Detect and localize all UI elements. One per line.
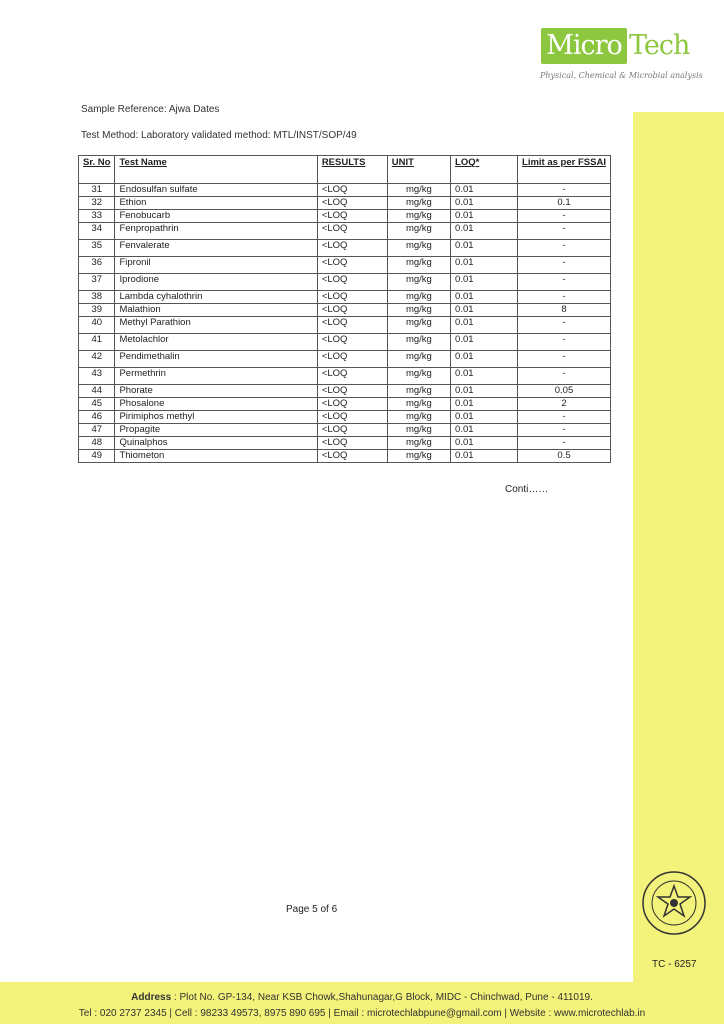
cell-limit: 0.1: [518, 197, 611, 210]
cell-unit: mg/kg: [387, 240, 450, 257]
footer-address: [0, 992, 724, 1003]
cell-result: <LOQ: [317, 274, 387, 291]
cell-test-name: Pirimiphos methyl: [115, 411, 317, 424]
table-row: [79, 291, 611, 304]
cell-test-name: Propagite: [115, 424, 317, 437]
cell-loq: 0.01: [451, 184, 518, 197]
cell-result: <LOQ: [317, 291, 387, 304]
cell-test-name: Methyl Parathion: [115, 317, 317, 334]
cell-loq: 0.01: [451, 197, 518, 210]
cell-loq: 0.01: [451, 398, 518, 411]
cell-unit: mg/kg: [387, 304, 450, 317]
table-row: [79, 385, 611, 398]
cell-loq: 0.01: [451, 240, 518, 257]
cell-unit: mg/kg: [387, 450, 450, 463]
right-yellow-band: [633, 112, 724, 982]
cell-limit: -: [518, 210, 611, 223]
cell-result: <LOQ: [317, 317, 387, 334]
table-row: [79, 368, 611, 385]
cell-test-name: Endosulfan sulfate: [115, 184, 317, 197]
cell-unit: mg/kg: [387, 351, 450, 368]
cell-unit: mg/kg: [387, 197, 450, 210]
header-test-name: Test Name: [115, 156, 317, 184]
cell-sr-no: 49: [79, 450, 115, 463]
cell-loq: 0.01: [451, 210, 518, 223]
cell-unit: mg/kg: [387, 210, 450, 223]
cell-result: <LOQ: [317, 385, 387, 398]
cell-unit: mg/kg: [387, 424, 450, 437]
table-row: [79, 437, 611, 450]
cell-result: <LOQ: [317, 450, 387, 463]
cell-test-name: Metolachlor: [115, 334, 317, 351]
table-row: [79, 450, 611, 463]
cell-result: <LOQ: [317, 351, 387, 368]
accreditation-seal-icon: [641, 870, 707, 936]
cell-sr-no: 48: [79, 437, 115, 450]
cell-sr-no: 32: [79, 197, 115, 210]
cell-test-name: Iprodione: [115, 274, 317, 291]
cell-unit: mg/kg: [387, 257, 450, 274]
table-row: [79, 304, 611, 317]
cell-test-name: Ethion: [115, 197, 317, 210]
cell-sr-no: 46: [79, 411, 115, 424]
table-row: [79, 351, 611, 368]
cell-test-name: Thiometon: [115, 450, 317, 463]
table-row: [79, 223, 611, 240]
header-results: RESULTS: [317, 156, 387, 184]
results-table: [78, 155, 611, 463]
cell-limit: -: [518, 274, 611, 291]
cell-test-name: Lambda cyhalothrin: [115, 291, 317, 304]
cell-sr-no: 44: [79, 385, 115, 398]
cell-sr-no: 33: [79, 210, 115, 223]
cell-loq: 0.01: [451, 450, 518, 463]
table-row: [79, 411, 611, 424]
cell-limit: 0.5: [518, 450, 611, 463]
cell-result: <LOQ: [317, 424, 387, 437]
cell-limit: 0.05: [518, 385, 611, 398]
logo-text-micro: Micro: [546, 30, 622, 61]
cell-result: <LOQ: [317, 210, 387, 223]
cell-limit: -: [518, 184, 611, 197]
cell-sr-no: 40: [79, 317, 115, 334]
cell-loq: 0.01: [451, 411, 518, 424]
cell-limit: -: [518, 437, 611, 450]
cell-unit: mg/kg: [387, 274, 450, 291]
table-row: [79, 197, 611, 210]
cell-unit: mg/kg: [387, 437, 450, 450]
cell-unit: mg/kg: [387, 291, 450, 304]
cell-loq: 0.01: [451, 385, 518, 398]
cell-unit: mg/kg: [387, 334, 450, 351]
cell-limit: -: [518, 411, 611, 424]
cell-sr-no: 45: [79, 398, 115, 411]
test-method: Test Method: Laboratory validated method: MTL/INST/SOP/49: [81, 130, 357, 141]
cell-test-name: Fenvalerate: [115, 240, 317, 257]
table-header-row: [79, 156, 611, 184]
table-row: [79, 210, 611, 223]
cell-limit: -: [518, 368, 611, 385]
cell-result: <LOQ: [317, 398, 387, 411]
cell-result: <LOQ: [317, 184, 387, 197]
cell-sr-no: 36: [79, 257, 115, 274]
cell-test-name: Pendimethalin: [115, 351, 317, 368]
cell-test-name: Phorate: [115, 385, 317, 398]
cell-test-name: Fenpropathrin: [115, 223, 317, 240]
continued-note: Conti……: [505, 484, 549, 495]
microtech-logo: [541, 28, 699, 66]
sample-reference: Sample Reference: Ajwa Dates: [81, 104, 220, 115]
cell-limit: -: [518, 223, 611, 240]
cell-result: <LOQ: [317, 411, 387, 424]
header-limit-fssai: Limit as per FSSAI: [518, 156, 611, 184]
cell-unit: mg/kg: [387, 385, 450, 398]
cell-result: <LOQ: [317, 437, 387, 450]
cell-loq: 0.01: [451, 304, 518, 317]
cell-sr-no: 31: [79, 184, 115, 197]
cell-loq: 0.01: [451, 257, 518, 274]
cell-loq: 0.01: [451, 351, 518, 368]
cell-sr-no: 37: [79, 274, 115, 291]
cell-loq: 0.01: [451, 334, 518, 351]
table-row: [79, 274, 611, 291]
cell-limit: -: [518, 334, 611, 351]
cell-limit: 2: [518, 398, 611, 411]
cell-sr-no: 42: [79, 351, 115, 368]
cell-test-name: Fipronil: [115, 257, 317, 274]
cell-limit: -: [518, 317, 611, 334]
cell-limit: -: [518, 351, 611, 368]
cell-sr-no: 41: [79, 334, 115, 351]
cell-result: <LOQ: [317, 197, 387, 210]
cell-result: <LOQ: [317, 368, 387, 385]
cell-result: <LOQ: [317, 304, 387, 317]
cell-test-name: Malathion: [115, 304, 317, 317]
cell-unit: mg/kg: [387, 398, 450, 411]
cell-result: <LOQ: [317, 334, 387, 351]
cell-test-name: Phosalone: [115, 398, 317, 411]
cell-sr-no: 38: [79, 291, 115, 304]
cell-loq: 0.01: [451, 424, 518, 437]
cell-unit: mg/kg: [387, 317, 450, 334]
logo-text-tech: Tech: [629, 30, 690, 61]
cell-unit: mg/kg: [387, 223, 450, 240]
page-number: Page 5 of 6: [286, 904, 338, 915]
cell-limit: -: [518, 424, 611, 437]
cell-limit: -: [518, 291, 611, 304]
cell-result: <LOQ: [317, 223, 387, 240]
address-text: : Plot No. GP-134, Near KSB Chowk,Shahunagar,G Block, MIDC - Chinchwad, Pune - 411019.: [171, 992, 593, 1003]
cell-limit: -: [518, 257, 611, 274]
logo-tagline: Physical, Chemical & Microbial analysis: [540, 71, 703, 80]
accreditation-number: TC - 6257: [652, 959, 697, 970]
table-row: [79, 184, 611, 197]
cell-loq: 0.01: [451, 437, 518, 450]
cell-test-name: Permethrin: [115, 368, 317, 385]
table-body: [79, 184, 611, 463]
footer-contact: Tel : 020 2737 2345 | Cell : 98233 49573, 8975 890 695 | Email : microtechlabpune@gmail.com | Website : www.microtechlab.in: [78, 1008, 646, 1019]
address-label: Address: [131, 992, 172, 1003]
cell-unit: mg/kg: [387, 368, 450, 385]
cell-test-name: Fenobucarb: [115, 210, 317, 223]
cell-test-name: Quinalphos: [115, 437, 317, 450]
header-unit: UNIT: [387, 156, 450, 184]
cell-result: <LOQ: [317, 257, 387, 274]
cell-loq: 0.01: [451, 274, 518, 291]
cell-sr-no: 47: [79, 424, 115, 437]
cell-unit: mg/kg: [387, 411, 450, 424]
cell-loq: 0.01: [451, 291, 518, 304]
cell-sr-no: 35: [79, 240, 115, 257]
cell-sr-no: 43: [79, 368, 115, 385]
cell-loq: 0.01: [451, 368, 518, 385]
cell-sr-no: 34: [79, 223, 115, 240]
cell-sr-no: 39: [79, 304, 115, 317]
cell-limit: 8: [518, 304, 611, 317]
cell-loq: 0.01: [451, 223, 518, 240]
table-row: [79, 240, 611, 257]
table-row: [79, 334, 611, 351]
table-row: [79, 317, 611, 334]
cell-loq: 0.01: [451, 317, 518, 334]
table-row: [79, 424, 611, 437]
table-row: [79, 398, 611, 411]
cell-result: <LOQ: [317, 240, 387, 257]
table-row: [79, 257, 611, 274]
cell-limit: -: [518, 240, 611, 257]
cell-unit: mg/kg: [387, 184, 450, 197]
header-sr-no: Sr. No: [79, 156, 115, 184]
header-loq: LOQ*: [451, 156, 518, 184]
